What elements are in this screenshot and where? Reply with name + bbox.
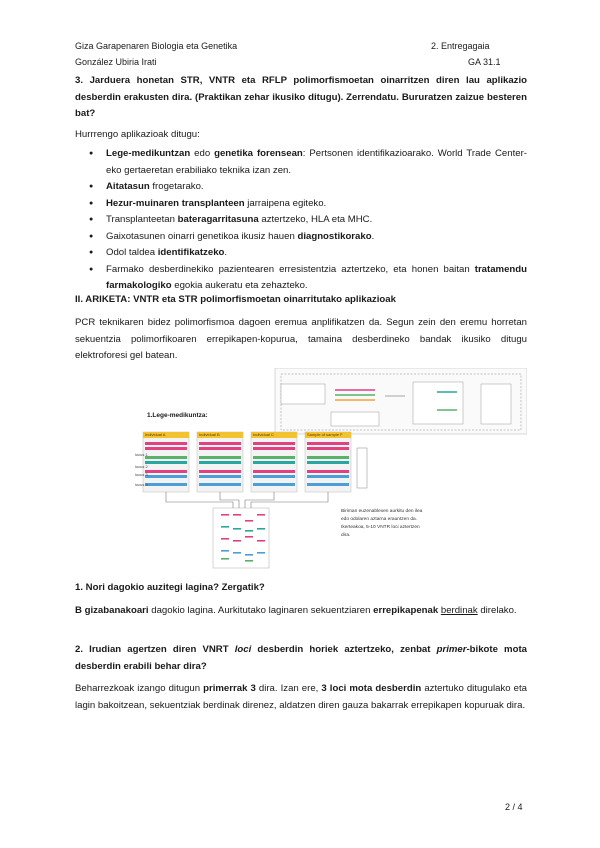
individual-label: Individual A	[145, 432, 166, 437]
list-item: ● Lege-medikuntzan edo genetika forensean: Pertsonen identifikazioarako. World Trade Center-eko gertaeretan erabiliako teknika izan zen.	[86, 146, 527, 179]
figure-diagram	[135, 368, 527, 572]
individual-label: Individual B	[199, 432, 220, 437]
applications-list	[86, 146, 527, 295]
answer-2: Beharrezkoak izango ditugun primerrak 3 dira. Izan ere, 3 loci mota desberdin aztertuko ditugulako eta lagin bakoitzean, sekuentziak berdinak direnez, aldatzen diren gauza bakarrak errepikapen kopuruak dira.	[75, 683, 527, 711]
header-delivery: 2. Entregagaia	[431, 41, 490, 51]
inset-box-4	[481, 384, 511, 424]
inset-box-1	[281, 384, 325, 404]
individual-label: Sample of sample F	[307, 432, 343, 437]
pcr-paragraph: PCR teknikaren bidez polimorfismoa dagoen eremua anplifikatzen da. Segun zein den eremu horretan sekuentzia polimorfikoaren errepikapen-kopurua, tamaina desberdineko bandak ikusiko ditugu elektroforesi gel batean.	[75, 317, 527, 361]
side-bracket	[357, 448, 367, 488]
locus-label: locus 4	[135, 482, 148, 487]
question-1: 1. Nori dagokio auzitegi lagina? Zergatik?	[75, 582, 265, 593]
header-course: Giza Garapenaren Biologia eta Genetika	[75, 41, 238, 51]
answer-1: B gizabanakoari dagokio lagina. Aurkitutako laginaren sekuentziaren errepikapenak berdinak direlako.	[75, 605, 517, 616]
locus-label: locus 3	[135, 472, 148, 477]
list-item: ● Farmako desberdinekiko pazientearen erresistentzia aztertzeko, eta honen baitan tratamendu farmakologiko egokia aukeratu eta zehazteko.	[86, 262, 527, 295]
list-item: ● Transplanteetan bateragarritasuna aztertzeko, HLA eta MHC.	[86, 212, 527, 229]
individual-label: Individual C	[253, 432, 274, 437]
locus-label: locus 2	[135, 464, 148, 469]
question-2: 2. Irudian agertzen diren VNRT loci desberdin horiek aztertzeko, zenbat primer-bikote mota desberdin erabili behar dira?	[75, 644, 527, 672]
list-item: ● Aitatasun frogetarako.	[86, 179, 527, 196]
figure-title: 1.Lege-medikuntza:	[147, 412, 208, 419]
intro-text: Hurrrengo aplikazioak ditugu:	[75, 129, 200, 140]
question-3: 3. Jarduera honetan STR, VNTR eta RFLP polimorfismoetan oinarritzen diren lau aplikazio desberdin erakusten dira. (Praktikan zehar ikusiko ditugu). Zerrendatu. Bururatzen zaizue besteren bat?	[75, 75, 527, 119]
header-group: GA 31.1	[468, 57, 501, 67]
section-heading: II. ARIKETA: VNTR eta STR polimorfismoetan oinarritutako aplikazioak	[75, 294, 396, 305]
page-number: 2 / 4	[505, 802, 523, 812]
figure-forensics	[135, 368, 527, 572]
list-item: ● Gaixotasunen oinarri genetikoa ikusiz hauen diagnostikorako.	[86, 229, 527, 246]
list-item: ● Odol taldea identifikatzeko.	[86, 245, 527, 262]
figure-note: Biriman euzenablexen aurkitu den ilea edo odolaren aztarna erauntzen da. Ikerteakoa, 5-10 VNTR loci aztertzen dira.	[341, 509, 423, 538]
list-item: ● Hezur-muinaren transplanteen jarraipena egiteko.	[86, 196, 527, 213]
inset-box-2	[331, 412, 379, 426]
inset-box-3	[413, 382, 463, 424]
header-author: González Ubiria Irati	[75, 57, 157, 67]
locus-label: locus 1	[135, 452, 148, 457]
